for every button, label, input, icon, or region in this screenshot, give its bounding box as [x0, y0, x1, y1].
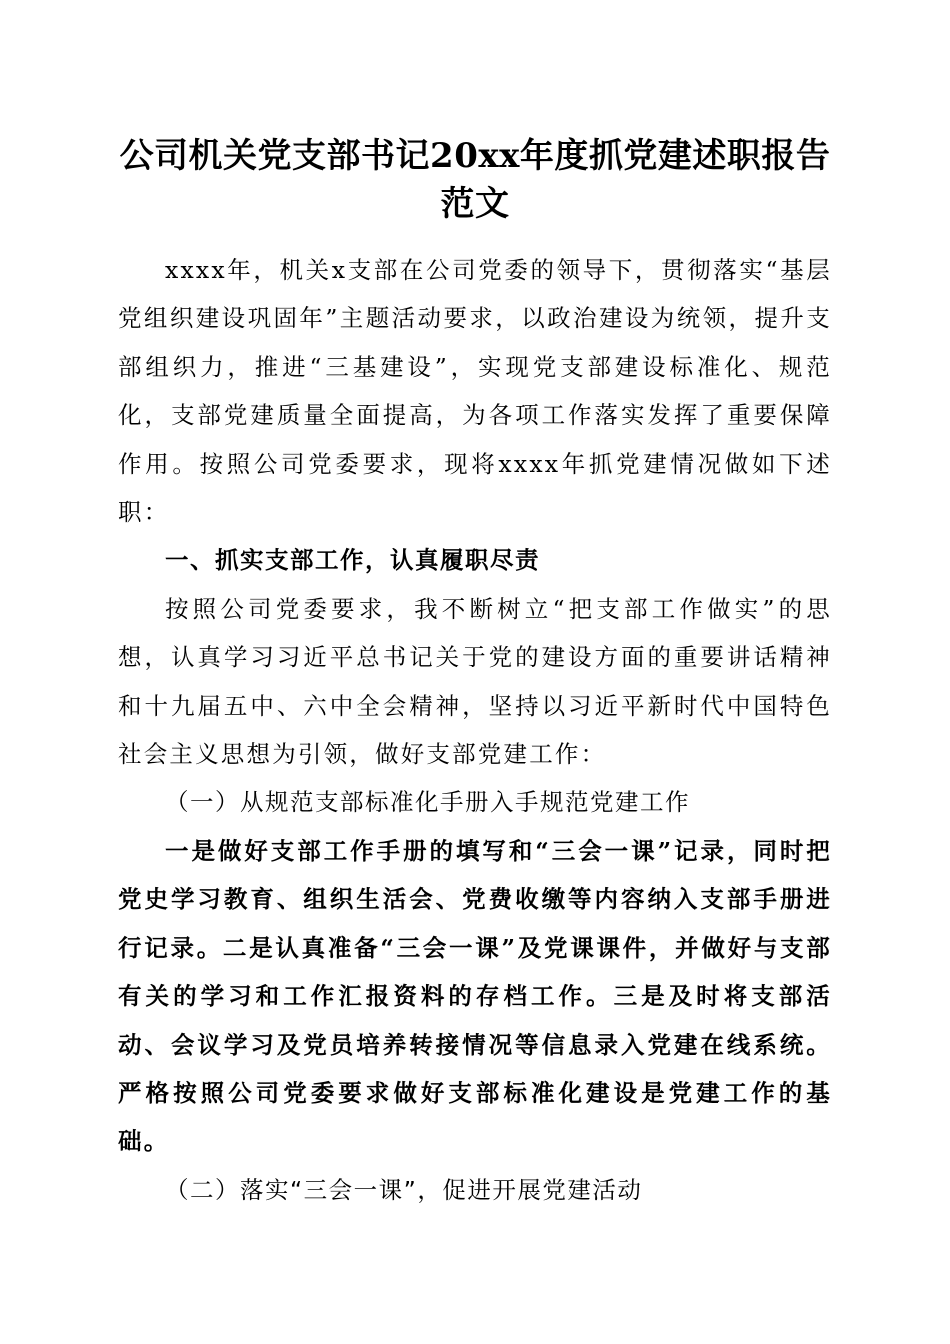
- document-title: 公司机关党支部书记20xx年度抓党建述职报告范文: [119, 136, 831, 224]
- section-1-paragraph: 按照公司党委要求，我不断树立“把支部工作做实”的思想，认真学习习近平总书记关于党的建设方面的重要讲话精神和十九届五中、六中全会精神，坚持以习近平新时代中国特色社会主义思想为引领，做好支部党建工作：: [118, 594, 832, 769]
- document-body: [118, 246, 832, 1214]
- subsection-1-paragraph: 一是做好支部工作手册的填写和“三会一课”记录，同时把党史学习教育、组织生活会、党费收缴等内容纳入支部手册进行记录。二是认真准备“三会一课”及党课课件，并做好与支部有关的学习和工作汇报资料的存档工作。三是及时将支部活动、会议学习及党员培养转接情况等信息录入党建在线系统。严格按照公司党委要求做好支部标准化建设是党建工作的基础。: [118, 836, 832, 1156]
- subsection-heading-1: （一）从规范支部标准化手册入手规范党建工作: [165, 788, 690, 817]
- section-heading-1: 一、抓实支部工作，认真履职尽责: [165, 546, 540, 575]
- intro-paragraph: xxxx年，机关x支部在公司党委的领导下，贯彻落实“基层党组织建设巩固年”主题活动要求，以政治建设为统领，提升支部组织力，推进“三基建设”，实现党支部建设标准化、规范化，支部党建质量全面提高，为各项工作落实发挥了重要保障作用。按照公司党委要求，现将xxxx年抓党建情况做如下述职：: [118, 256, 832, 527]
- subsection-heading-2: （二）落实“三会一课”，促进开展党建活动: [165, 1175, 643, 1204]
